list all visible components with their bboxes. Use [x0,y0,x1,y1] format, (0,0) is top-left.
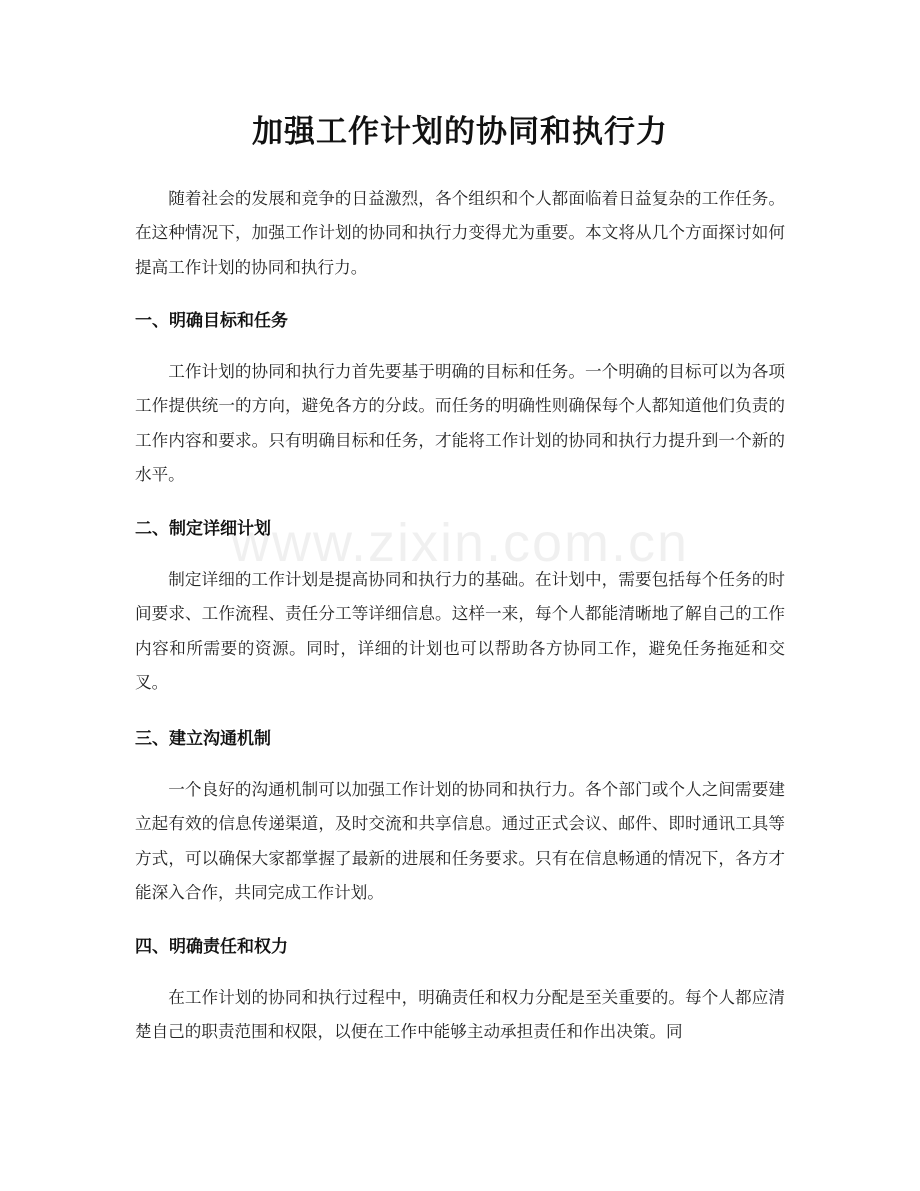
section-body-4: 在工作计划的协同和执行过程中，明确责任和权力分配是至关重要的。每个人都应清楚自己的职责范围和权限，以便在工作中能够主动承担责任和作出决策。同 [135,988,785,1042]
section-heading-4: 四、明确责任和权力 [135,937,288,957]
section-body-2: 制定详细的工作计划是提高协同和执行力的基础。在计划中，需要包括每个任务的时间要求、工作流程、责任分工等详细信息。这样一来，每个人都能清晰地了解自己的工作内容和所需要的资源。同时，详细的计划也可以帮助各方协同工作，避免任务拖延和交叉。 [135,570,785,693]
section-body-1: 工作计划的协同和执行力首先要基于明确的目标和任务。一个明确的目标可以为各项工作提供统一的方向，避免各方的分歧。而任务的明确性则确保每个人都知道他们负责的工作内容和要求。只有明确目标和任务，才能将工作计划的协同和执行力提升到一个新的水平。 [135,362,785,485]
section-heading-3: 三、建立沟通机制 [135,729,271,749]
document-title: 加强工作计划的协同和执行力 [252,114,668,150]
section-heading-2: 二、制定详细计划 [135,519,271,539]
intro-paragraph: 随着社会的发展和竞争的日益激烈，各个组织和个人都面临着日益复杂的工作任务。在这种情况下，加强工作计划的协同和执行力变得尤为重要。本文将从几个方面探讨如何提高工作计划的协同和执行力。 [135,189,785,277]
section-heading-1: 一、明确目标和任务 [135,311,288,331]
watermark: www.zixin.com.cn [230,513,690,573]
section-body-3: 一个良好的沟通机制可以加强工作计划的协同和执行力。各个部门或个人之间需要建立起有效的信息传递渠道，及时交流和共享信息。通过正式会议、邮件、即时通讯工具等方式，可以确保大家都掌握了最新的进展和任务要求。只有在信息畅通的情况下，各方才能深入合作，共同完成工作计划。 [135,780,785,903]
